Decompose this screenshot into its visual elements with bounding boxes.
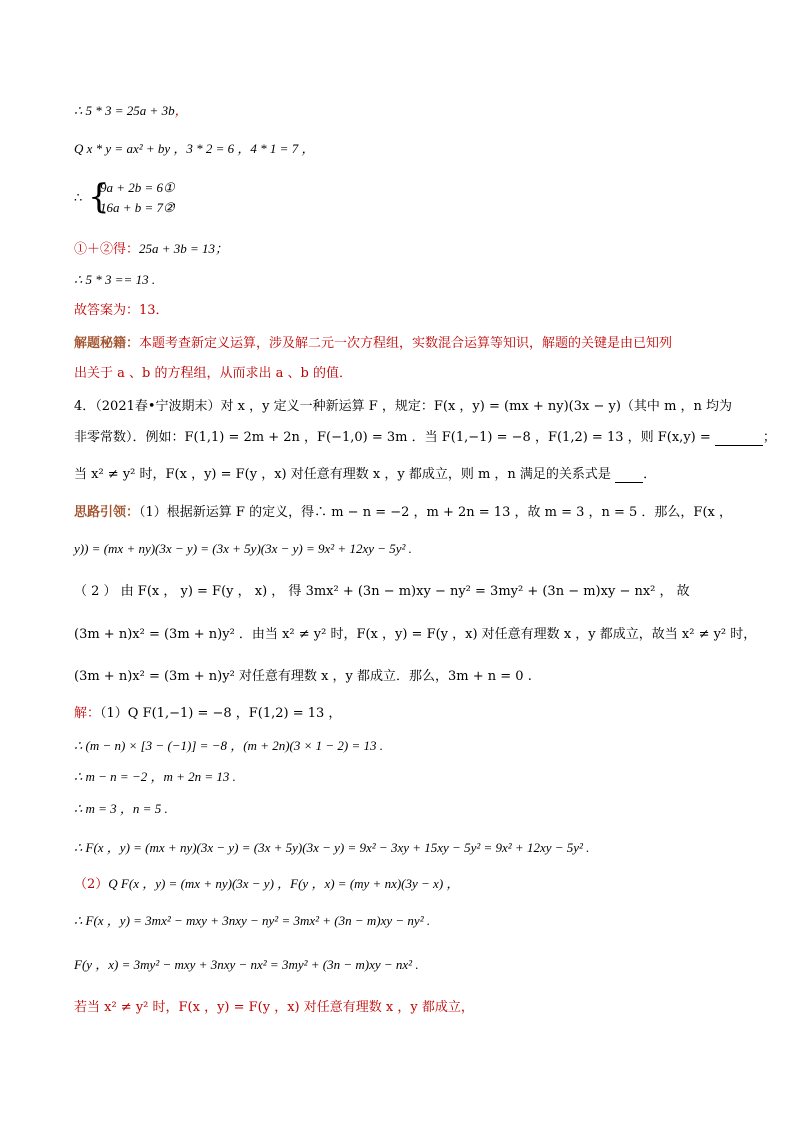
line-1-tail: ， xyxy=(174,103,188,118)
hint-line-5: (3m + n)x² = (3m + n)y² 对任意有理数 x ，y 都成立．那么，3m + n = 0 . xyxy=(74,669,532,684)
problem-4-line-2-text: 非零常数）．例如：F(1,1) = 2m + 2n ，F(−1,0) = 3m ．当 F(1,−1) = −8 ，F(1,2) = 13 ，则 F(x,y) = xyxy=(74,430,711,445)
solution-line-5: ∴ F(x ，y) = (mx + ny)(3x − y) = (3x + 5y)(3x − y) = 9x² − 3xy + 15xy − 5y² = 9x² + 12xy − 5y² . xyxy=(74,840,590,855)
line-1 xyxy=(74,103,188,119)
answer-blank-2 xyxy=(615,470,643,483)
line-1-math: ∴ 5 * 3 = 25a + 3b xyxy=(74,103,175,118)
solution-label: 解： xyxy=(74,706,101,721)
line-2: Q x * y = ax² + by ，3 * 2 = 6 ，4 * 1 = 7 ， xyxy=(74,141,315,156)
left-brace: { xyxy=(88,177,110,217)
solution-line-4: ∴ m = 3 ，n = 5 . xyxy=(74,801,168,816)
solution-line-6 xyxy=(74,876,459,893)
problem-4-line-3-tail: ． xyxy=(643,467,657,482)
solution-line-2: ∴ (m − n) × [3 − (−1)] = −8 ，(m + 2n)(3 × 1 − 2) = 13 . xyxy=(74,738,384,753)
system-tail: ， xyxy=(172,194,186,209)
solution-text: （1）Q F(1,−1) = −8 ，F(1,2) = 13 ， xyxy=(100,706,342,721)
part-2-text: Q F(x ，y) = (mx + ny)(3x − y) ，F(y ，x) = (my + nx)(3y − x) ， xyxy=(108,876,460,891)
problem-4-line-3-text: 当 x² ≠ y² 时，F(x ，y) = F(y ，x) 对任意有理数 x ，y 都成立，则 m ，n 满足的关系式是 xyxy=(74,467,611,482)
hint-line-4: (3m + n)x² = (3m + n)y² ．由当 x² ≠ y² 时，F(x ，y) = F(y ，x) 对任意有理数 x ，y 都成立，故当 x² ≠ y² 时， xyxy=(74,627,757,642)
condition-text: F(x ，y) = F(y ，x) 对任意有理数 x ，y 都成立， xyxy=(178,1000,474,1015)
answer-line: 故答案为：13． xyxy=(74,303,169,318)
hint-text: （1）根据新运算 F 的定义，得∴ m − n = −2 ，m + 2n = 13 ，故 m = 3 ，n = 5 ．那么，F(x ， xyxy=(139,505,732,520)
part-2-label: （2） xyxy=(74,877,109,892)
line-4-math: 25a + 3b = 13； xyxy=(139,241,229,256)
solution-line-9 xyxy=(74,1000,474,1016)
hint-line-3: （ 2 ） 由 F(x ， y) = F(y ， x) ， 得 3mx² + (3n − m)xy − ny² = 3my² + (3n − m)xy − nx² ， 故 xyxy=(74,584,690,599)
solution-line-1 xyxy=(74,706,341,722)
hint-line-2: y)) = (mx + ny)(3x − y) = (3x + 5y)(3x − y) = 9x² + 12xy − 5y² . xyxy=(74,541,412,556)
tips-line xyxy=(74,336,672,352)
tips-text: 本题考查新定义运算，涉及解二元一次方程组，实数混合运算等知识，解题的关键是由已知列 xyxy=(139,336,673,351)
condition-label: 若当 x² ≠ y² 时， xyxy=(74,1000,179,1015)
problem-4-line-2-tail: ； xyxy=(762,430,776,445)
line-5: ∴ 5 * 3 == 13 . xyxy=(74,272,156,287)
problem-4-line-1: 4．（2021春•宁波期末）对 x ，y 定义一种新运算 F ，规定：F(x ，y) = (mx + ny)(3x − y)（其中 m ，n 均为 xyxy=(74,399,733,414)
answer-blank-1 xyxy=(715,433,763,446)
system-prefix: ∴ xyxy=(74,191,83,206)
solution-line-8: F(y ，x) = 3my² − mxy + 3nxy − nx² = 3my² + (3n − m)xy − nx² . xyxy=(74,957,419,972)
system-equation-1: 9a + 2b = 6① xyxy=(100,180,175,195)
solution-line-3: ∴ m − n = −2 ，m + 2n = 13 . xyxy=(74,769,236,784)
tips-label: 解题秘籍： xyxy=(74,336,140,351)
system-equation-2: 16a + b = 7② xyxy=(100,200,175,215)
line-4 xyxy=(74,241,228,258)
tips-line-2: 出关于 a 、b 的方程组，从而求出 a 、b 的值． xyxy=(74,366,352,381)
hint-label: 思路引领： xyxy=(74,505,140,520)
line-4-label: ①＋②得： xyxy=(74,242,140,257)
hint-line-1 xyxy=(74,505,732,521)
solution-line-7: ∴ F(x ，y) = 3mx² − mxy + 3nxy − ny² = 3mx² + (3n − m)xy − ny² . xyxy=(74,913,431,928)
problem-4-line-3 xyxy=(74,467,656,483)
problem-4-line-2 xyxy=(74,430,776,446)
